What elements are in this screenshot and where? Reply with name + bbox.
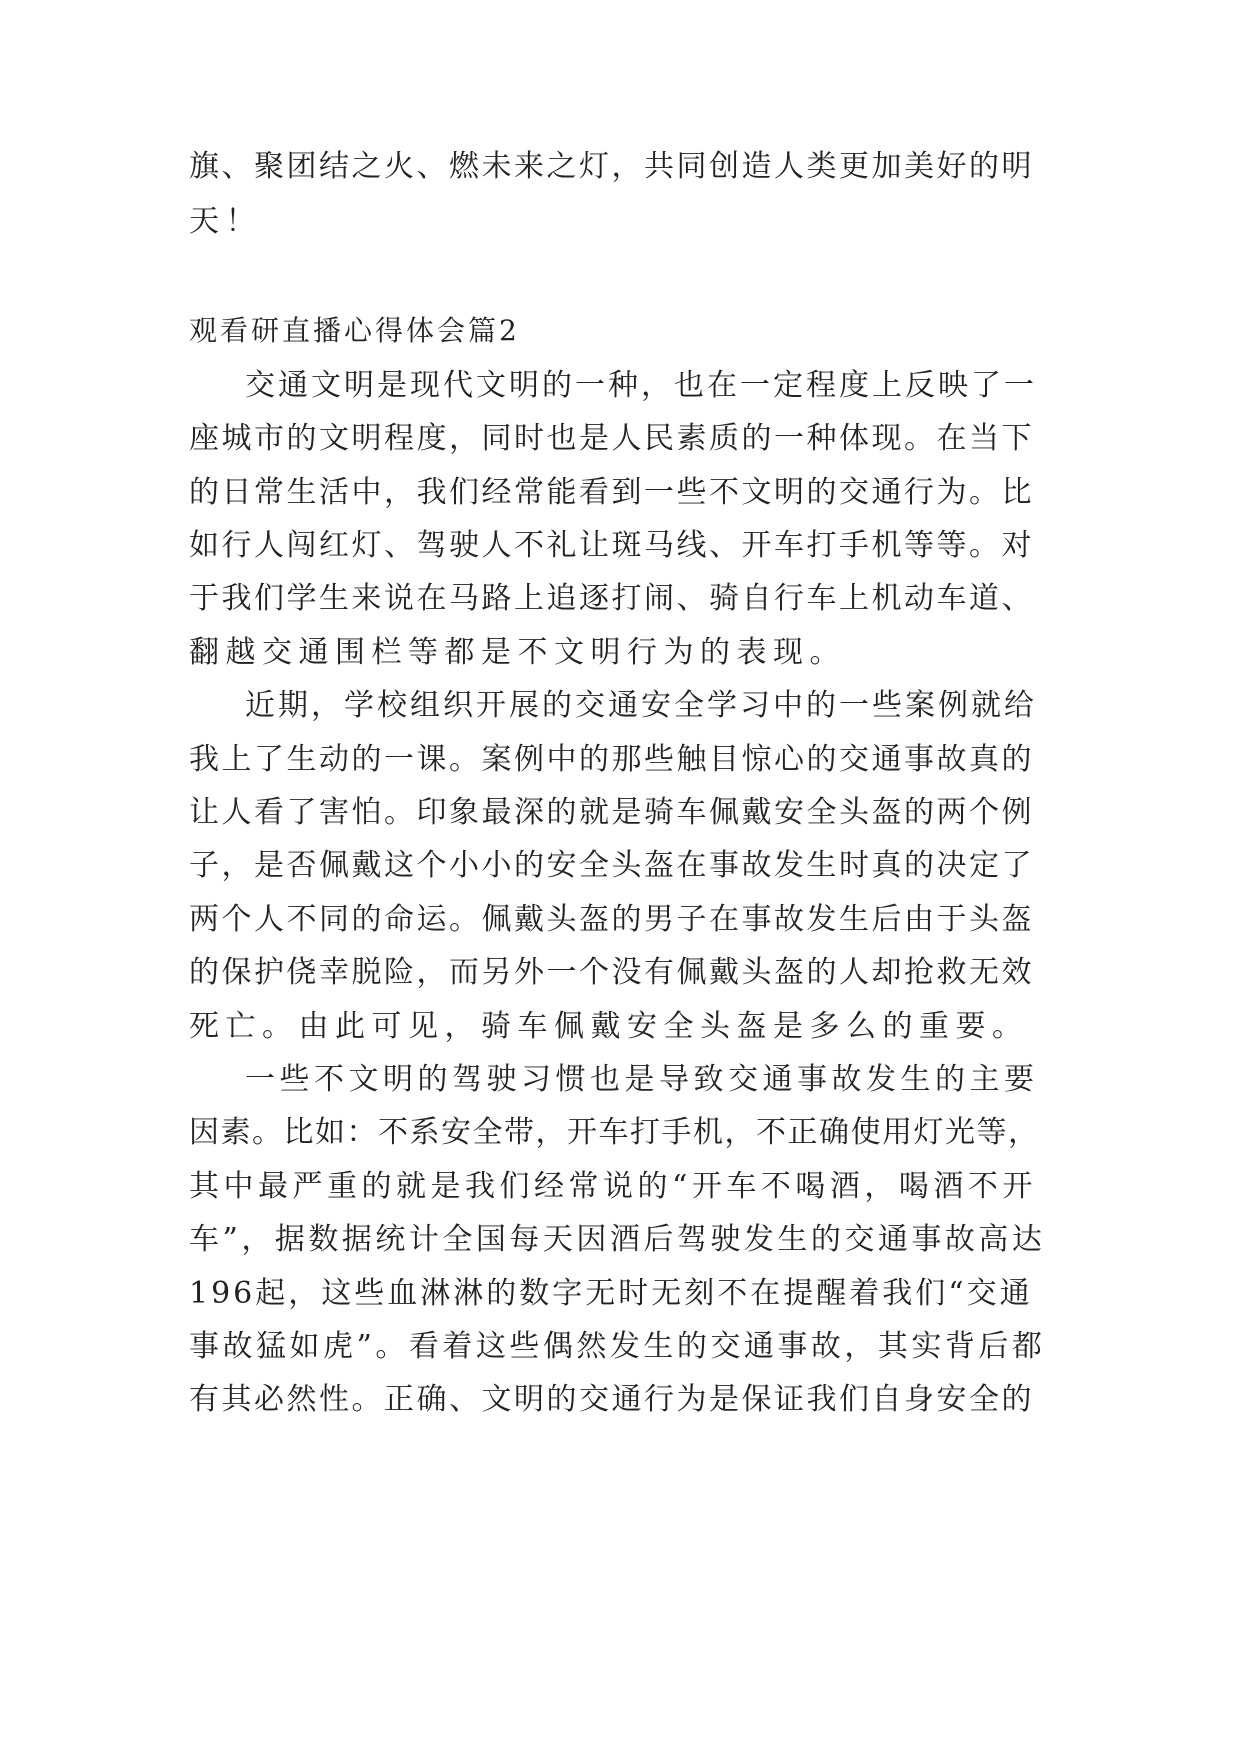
paragraph-first-line: 交通文明是现代文明的一种，也在一定程度上反映了一 [245, 368, 1037, 403]
body-text-line: 旗、聚团结之火、燃未来之灯，共同创造人类更加美好的明 [189, 149, 1034, 184]
body-text-line: 座城市的文明程度，同时也是人民素质的一种体现。在当下 [189, 421, 1034, 456]
body-text-line: 事故猛如虎”。看着这些偶然发生的交通事故，其实背后都 [189, 1329, 1046, 1364]
paragraph-first-line: 一些不文明的驾驶习惯也是导致交通事故发生的主要 [245, 1062, 1039, 1097]
body-text-line: 翻越交通围栏等都是不文明行为的表现。 [189, 635, 846, 670]
body-text-line: 其中最严重的就是我们经常说的“开车不喝酒，喝酒不开 [189, 1169, 1037, 1204]
body-text-line: 的保护侥幸脱险，而另外一个没有佩戴头盔的人却抢救无效 [189, 955, 1034, 990]
body-text-line: 天！ [189, 204, 262, 239]
body-text-line: 因素。比如：不系安全带，开车打手机，不正确使用灯光等， [189, 1115, 1040, 1150]
body-text-line: 196起，这些血淋淋的数字无时无刻不在提醒着我们“交通 [189, 1276, 1033, 1311]
body-text-line: 有其必然性。正确、文明的交通行为是保证我们自身安全的 [189, 1382, 1034, 1417]
body-text-line: 死亡。由此可见，骑车佩戴安全头盔是多么的重要。 [189, 1009, 1029, 1044]
body-text-line: 让人看了害怕。印象最深的就是骑车佩戴安全头盔的两个例 [189, 795, 1034, 830]
body-text-line: 如行人闯红灯、驾驶人不礼让斑马线、开车打手机等等。对 [189, 528, 1034, 563]
body-text-line: 于我们学生来说在马路上追逐打闹、骑自行车上机动车道、 [189, 581, 1034, 616]
body-text-line: 的日常生活中，我们经常能看到一些不文明的交通行为。比 [189, 475, 1034, 510]
body-text-line: 子，是否佩戴这个小小的安全头盔在事故发生时真的决定了 [189, 848, 1034, 883]
body-text-line: 两个人不同的命运。佩戴头盔的男子在事故发生后由于头盔 [189, 902, 1034, 937]
section-title: 观看研直播心得体会篇2 [189, 314, 520, 347]
paragraph-first-line: 近期，学校组织开展的交通安全学习中的一些案例就给 [245, 688, 1037, 723]
body-text-line: 车”，据数据统计全国每天因酒后驾驶发生的交通事故高达 [189, 1222, 1046, 1257]
body-text-line: 我上了生动的一课。案例中的那些触目惊心的交通事故真的 [189, 742, 1034, 777]
